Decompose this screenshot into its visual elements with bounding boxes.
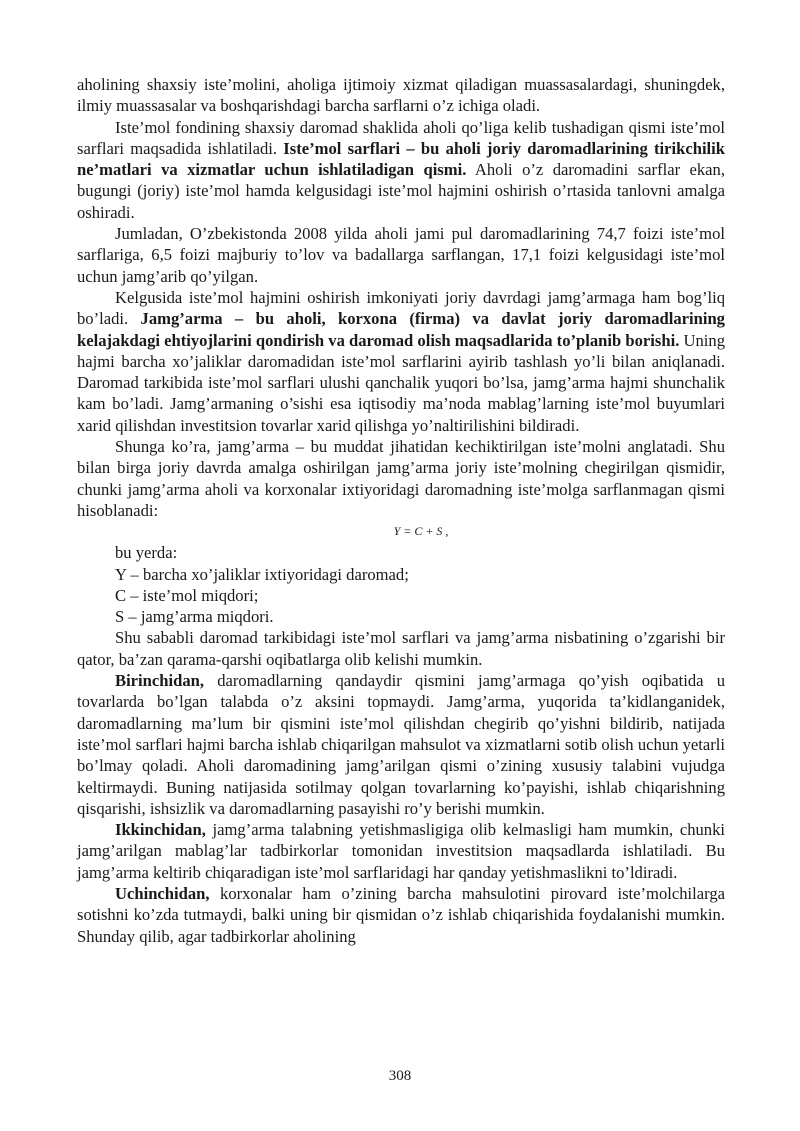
paragraph-p9 [77, 883, 725, 947]
definition-intro: bu yerda: [115, 543, 178, 563]
text-run: Iste’mol fondining shaxsiy daromad shaklida aholi qo’liga kelib tushadigan qismi iste’mol sarflari maqsadida ishlatiladi. [77, 117, 725, 158]
text-run: jamg’arma talabning yetishmasligiga olib kelmasligi ham mumkin, chunki jamg’arilgan mablag’lar tadbirkorlar tomonidan investitsion maqsadlarda ishlatiladi. Bu jamg’arma keltirib chiqaradigan iste’mol sarflaridagi har qanday yetishmaslikni to’ldiradi. [77, 820, 725, 882]
paragraphs-top [77, 74, 725, 521]
paragraph-p4 [77, 287, 725, 436]
text-run: Shu sababli daromad tarkibidagi iste’mol sarflari va jamg’arma nisbatining o’zgarishi bir qator, ba’zan qarama-qarshi oqibatlarga olib kelishi mumkin. [77, 628, 725, 669]
bold-text: Uchinchidan, [115, 883, 210, 903]
definition-s: S – jamg’arma miqdori. [115, 607, 274, 627]
text-run: Shunga ko’ra, jamg’arma – bu muddat jihatidan kechiktirilgan iste’molni anglatadi. Shu bilan birga joriy davrda amalga oshirilgan jamg’arma joriy iste’molning chegirilgan qismidir, chunki jamg’arma aholi va korxonalar ixtiyoridagi daromadning iste’molga sarflanmagan qismi hisoblanadi: [77, 437, 725, 520]
text-run: Aholi o’z daromadini sarflar ekan, bugungi (joriy) iste’mol hamda kelgusidagi iste’mol hajmini oshirish o’rtasida tanlovni amalga oshiradi. [77, 160, 725, 222]
paragraph-p1 [77, 74, 725, 117]
paragraph-p2 [77, 117, 725, 223]
text-run: aholining shaxsiy iste’molini, aholiga ijtimoiy xizmat qiladigan muassasalardagi, shuningdek, ilmiy muassasalar va boshqarishdagi barcha sarflarni o’z ichiga oladi. [77, 75, 725, 116]
text-run: Kelgusida iste’mol hajmini oshirish imkoniyati joriy davrdagi jamg’armaga ham bog’liq bo’ladi. [77, 287, 725, 329]
paragraph-p7 [77, 670, 725, 819]
text-run: daromadlarning qandaydir qismini jamg’armaga qo’yish oqibatida u tovarlarda bo’lgan talabda o’z aksini topmaydi. Jamg’arma, yuqorida ta’kidlanganidek, daromadlarning ma’lum bir qismini iste’mol qilishdan chegirib qo’yishni bildirib, natijada iste’mol sarflari hajmi barcha ishlab chiqarilgan mahsulot va xizmatlarni sotib olish uchun yetarli bo’lmay qoladi. Aholi daromadining jamg’arilgan qismi o’zining xususiy talabini vujudga keltirmaydi. Buning natijasida sotilmay qolgan tovarlarning ko’payishi, ishlab chiqarishning qisqarishi, ishsizlik va daromadlarning pasayishi ro’y berishi mumkin. [77, 671, 725, 818]
definitions [77, 542, 725, 627]
text-run: korxonalar ham o’zining barcha mahsulotini pirovard iste’molchilarga sotishni ko’zda tutmaydi, balki uning bir qismidan o’z ishlab chiqarishida foydalanishi mumkin. Shunday qilib, agar tadbirkorlar aholining [77, 883, 725, 946]
paragraph-p8 [77, 819, 725, 883]
paragraph-p3 [77, 223, 725, 287]
text-run: Jumladan, O’zbekistonda 2008 yilda aholi jami pul daromadlarining 74,7 foizi iste’mol sarflariga, 6,5 foizi majburiy to’lov va badallarga sarflangan, 17,1 foizi kelgusidagi iste’mol uchun jamg’arib qo’yilgan. [77, 224, 725, 286]
paragraph-p6 [77, 627, 725, 670]
paragraph-p5 [77, 436, 725, 521]
definition-c: C – iste’mol miqdori; [115, 585, 259, 605]
page-body [77, 74, 725, 947]
definition-y: Y – barcha xo’jaliklar ixtiyoridagi daromad; [115, 564, 409, 584]
bold-text: Ikkinchidan, [115, 820, 206, 840]
bold-text: Iste’mol sarflari – bu aholi joriy daromadlarining tirikchilik ne’matlari va xizmatlar uchun ishlatiladigan qismi. [77, 138, 726, 180]
paragraphs-bottom [77, 627, 725, 946]
page-number: 308 [388, 1068, 412, 1084]
bold-text: Birinchidan, [115, 671, 204, 691]
bold-text: Jamg’arma – bu aholi, korxona (firma) va davlat joriy daromadlarining kelajakdagi ehtiyojlarini qondirish va daromad olish maqsadlarida to’planib borishi. [77, 309, 725, 350]
text-run: Uning hajmi barcha xo’jaliklar daromadidan iste’mol sarflarini ayirib tashlash yo’li bilan aniqlanadi. Daromad tarkibida iste’mol sarflari ulushi qanchalik yuqori bo’lsa, jamg’arma hajmi shunchalik kam bo’ladi. Jamg’armaning o’sishi esa iqtisodiy ma’noda mablag’larning iste’mol buyumlari xarid qilishdan investitsion tovarlar xarid qilishga yo’naltirilishini bildiradi. [77, 330, 725, 435]
formula: Y = C + S , [393, 524, 449, 539]
